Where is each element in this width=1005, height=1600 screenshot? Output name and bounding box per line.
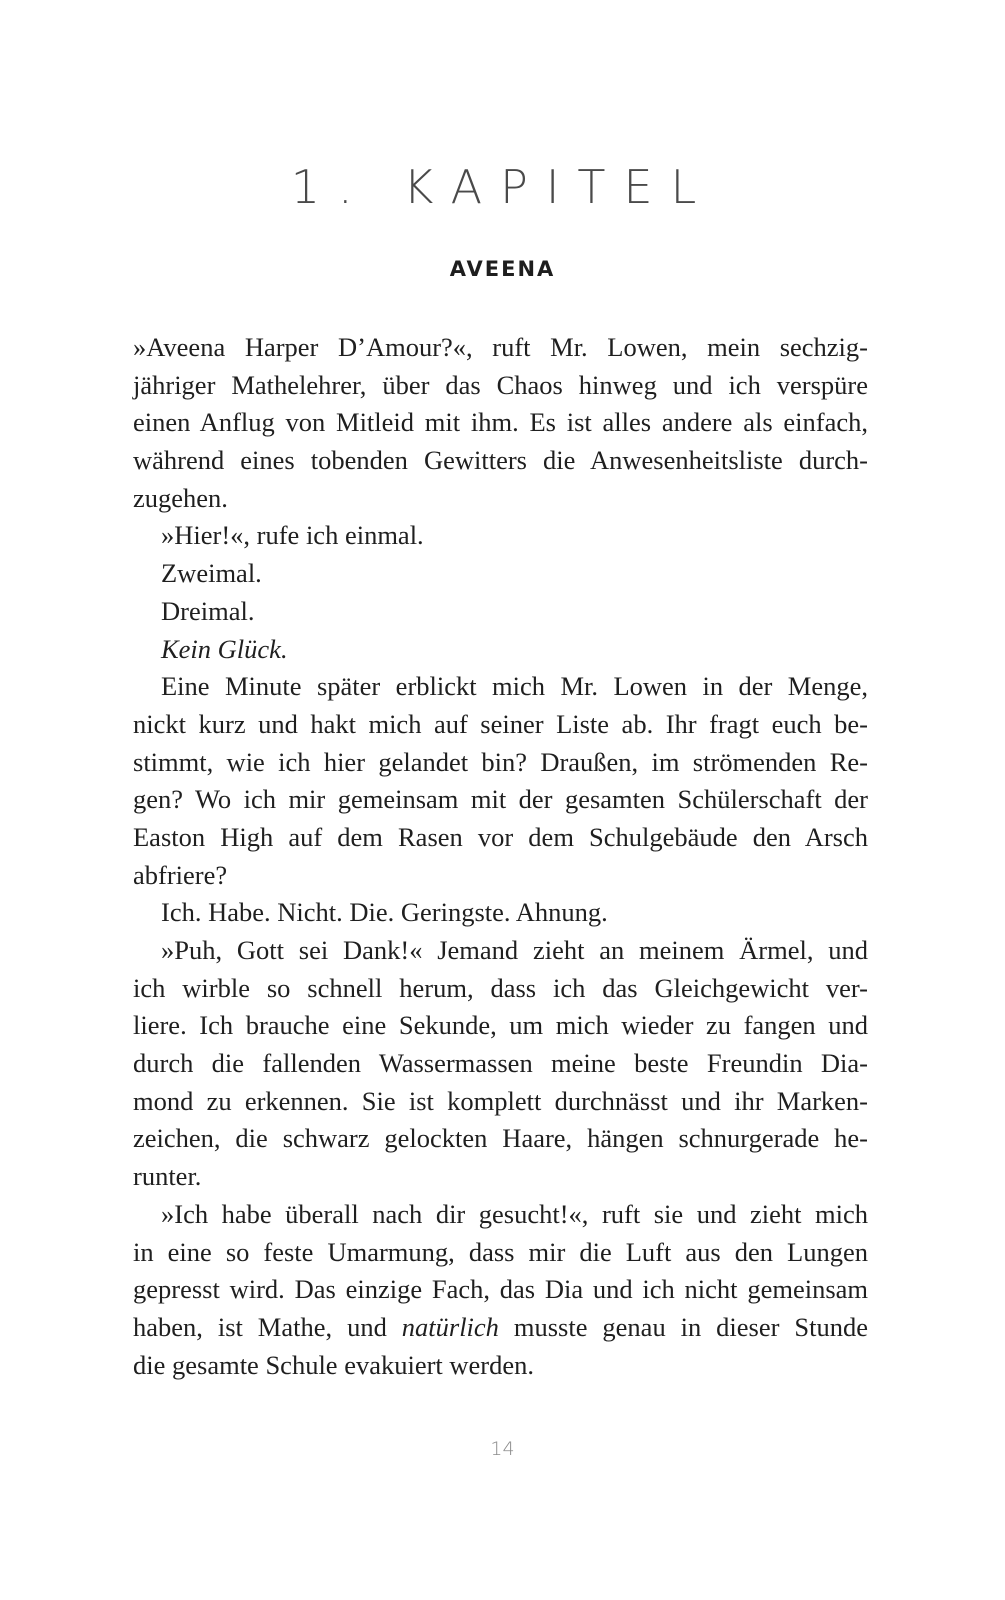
text-line-mixed [133,1309,868,1347]
text-line: in eine so feste Umarmung, dass mir die Luft aus den Lungen [133,1236,868,1267]
text-line: »Ich habe überall nach dir gesucht!«, ruft sie und zieht mich [161,1198,868,1229]
text-line: zugehen. [133,482,228,513]
page-number: 14 [490,1438,515,1460]
text-line: Zweimal. [161,558,262,589]
text-line: einen Anflug von Mitleid mit ihm. Es ist alles andere als einfach, [133,407,868,438]
text-line: zeichen, die schwarz gelockten Haare, hängen schnurgerade he- [133,1123,868,1154]
text-line: ich wirble so schnell herum, dass ich das Gleichgewicht ver- [133,972,868,1003]
text-line: Dreimal. [161,595,255,626]
text-line: »Aveena Harper D’Amour?«, ruft Mr. Lowen, mein sechzig- [133,332,868,362]
text-line: mond zu erkennen. Sie ist komplett durchnässt und ihr Marken- [133,1085,868,1116]
text-line: Ich. Habe. Nicht. Die. Geringste. Ahnung. [161,897,608,928]
text-line: stimmt, wie ich hier gelandet bin? Draußen, im strömenden Re- [133,746,868,777]
text-line: abfriere? [133,859,228,890]
text-line: jähriger Mathelehrer, über das Chaos hinweg und ich verspüre [133,369,868,400]
text-line: während eines tobenden Gewitters die Anwesenheitsliste durch- [133,445,868,476]
text-line: gepresst wird. Das einzige Fach, das Dia und ich nicht gemeinsam [133,1274,868,1305]
text-line: Eine Minute später erblickt mich Mr. Lowen in der Menge, [161,671,868,702]
text-line: »Puh, Gott sei Dank!« Jemand zieht an meinem Ärmel, und [161,935,868,965]
text-line: Easton High auf dem Rasen vor dem Schulgebäude den Arsch [133,821,868,852]
chapter-title: 1. KAPITEL [290,160,715,214]
text-line: die gesamte Schule evakuiert werden. [133,1349,535,1380]
text-line-italic: Kein Glück. [161,633,288,664]
text-line: durch die fallenden Wassermassen meine beste Freundin Dia- [133,1048,868,1079]
text-line: gen? Wo ich mir gemeinsam mit der gesamten Schülerschaft der [133,784,868,815]
text-segment-italic: natürlich [401,1311,499,1342]
text-line: runter. [133,1161,202,1192]
text-line: liere. Ich brauche eine Sekunde, um mich wieder zu fangen und [133,1010,868,1041]
chapter-character-name: AVEENA [449,257,556,281]
body-text [133,329,868,1384]
text-segment: musste genau in dieser Stunde [498,1311,869,1342]
text-segment: haben, ist Mathe, und [133,1311,402,1342]
text-line: nickt kurz und hakt mich auf seiner Liste ab. Ihr fragt euch be- [133,708,868,739]
text-line: »Hier!«, rufe ich einmal. [161,520,424,551]
